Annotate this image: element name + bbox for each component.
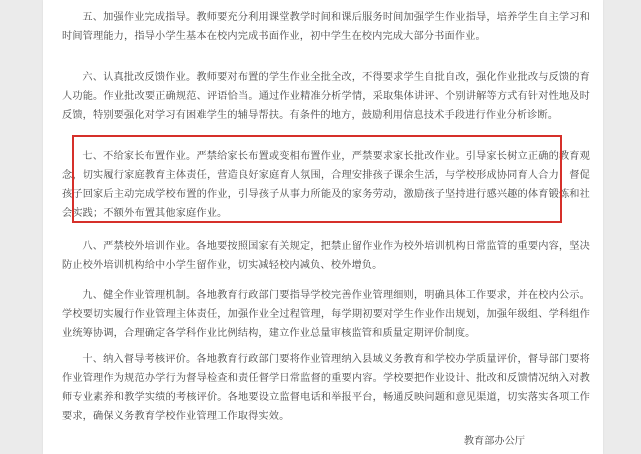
paragraph-9-management-mechanism: 九、健全作业管理机制。各地教育行政部门要指导学校完善作业管理细则，明确具体工作要求，并在校内公示。学校要切实履行作业管理主体责任，加强作业全过程管理，每学期初要对学生作业作出规划，加强年级组、学科组作业统筹协调，合理确定各学科作业比例结构，建立作业总量审核监管和质量定期评价制度。 <box>62 290 590 339</box>
paragraph-7-no-parent-homework: 七、不给家长布置作业。严禁给家长布置或变相布置作业，严禁要求家长批改作业。引导家长树立正确的教育观念，切实履行家庭教育主体责任，营造良好家庭育人氛围，合理安排孩子课余生活，与学校形成协同育人合力；督促孩子回家后主动完成学校布置的作业，引导孩子从事力所能及的家务劳动，激励孩子坚持进行感兴趣的体育锻炼和社会实践；不额外布置其他家庭作业。 <box>62 151 590 219</box>
document-page <box>43 0 603 454</box>
paragraph-8-no-tutoring-homework: 八、严禁校外培训作业。各地要按照国家有关规定，把禁止留作业作为校外培训机构日常监管的重要内容，坚决防止校外培训机构给中小学生留作业，切实减轻校内减负、校外增负。 <box>62 241 590 271</box>
paragraph-5-homework-guidance: 五、加强作业完成指导。教师要充分利用课堂教学时间和课后服务时间加强学生作业指导，培养学生自主学习和时间管理能力，指导小学生基本在校内完成书面作业，初中学生在校内完成大部分书面作业。 <box>62 12 590 42</box>
paragraph-10-supervision-evaluation: 十、纳入督导考核评价。各地教育行政部门要将作业管理纳入县域义务教育和学校办学质量评价，督导部门要将作业管理作为规范办学行为督导检查和责任督学日常监督的重要内容。学校要把作业设计、批改和反馈情况纳入对教师专业素养和教学实绩的考核评价。各地要设立监督电话和举报平台，畅通反映问题和意见渠道，切实落实各项工作要求，确保义务教育学校作业管理工作取得实效。 <box>62 354 590 422</box>
signature: 教育部办公厅 <box>463 436 525 447</box>
paragraph-6-grading-feedback: 六、认真批改反馈作业。教师要对布置的学生作业全批全改，不得要求学生自批自改，强化作业批改与反馈的育人功能。作业批改要正确规范、评语恰当。通过作业精准分析学情，采取集体讲评、个别讲解等方式有针对性地及时反馈，特别要强化对学习有困难学生的辅导帮扶。有条件的地方，鼓励利用信息技术手段进行作业分析诊断。 <box>62 72 590 121</box>
